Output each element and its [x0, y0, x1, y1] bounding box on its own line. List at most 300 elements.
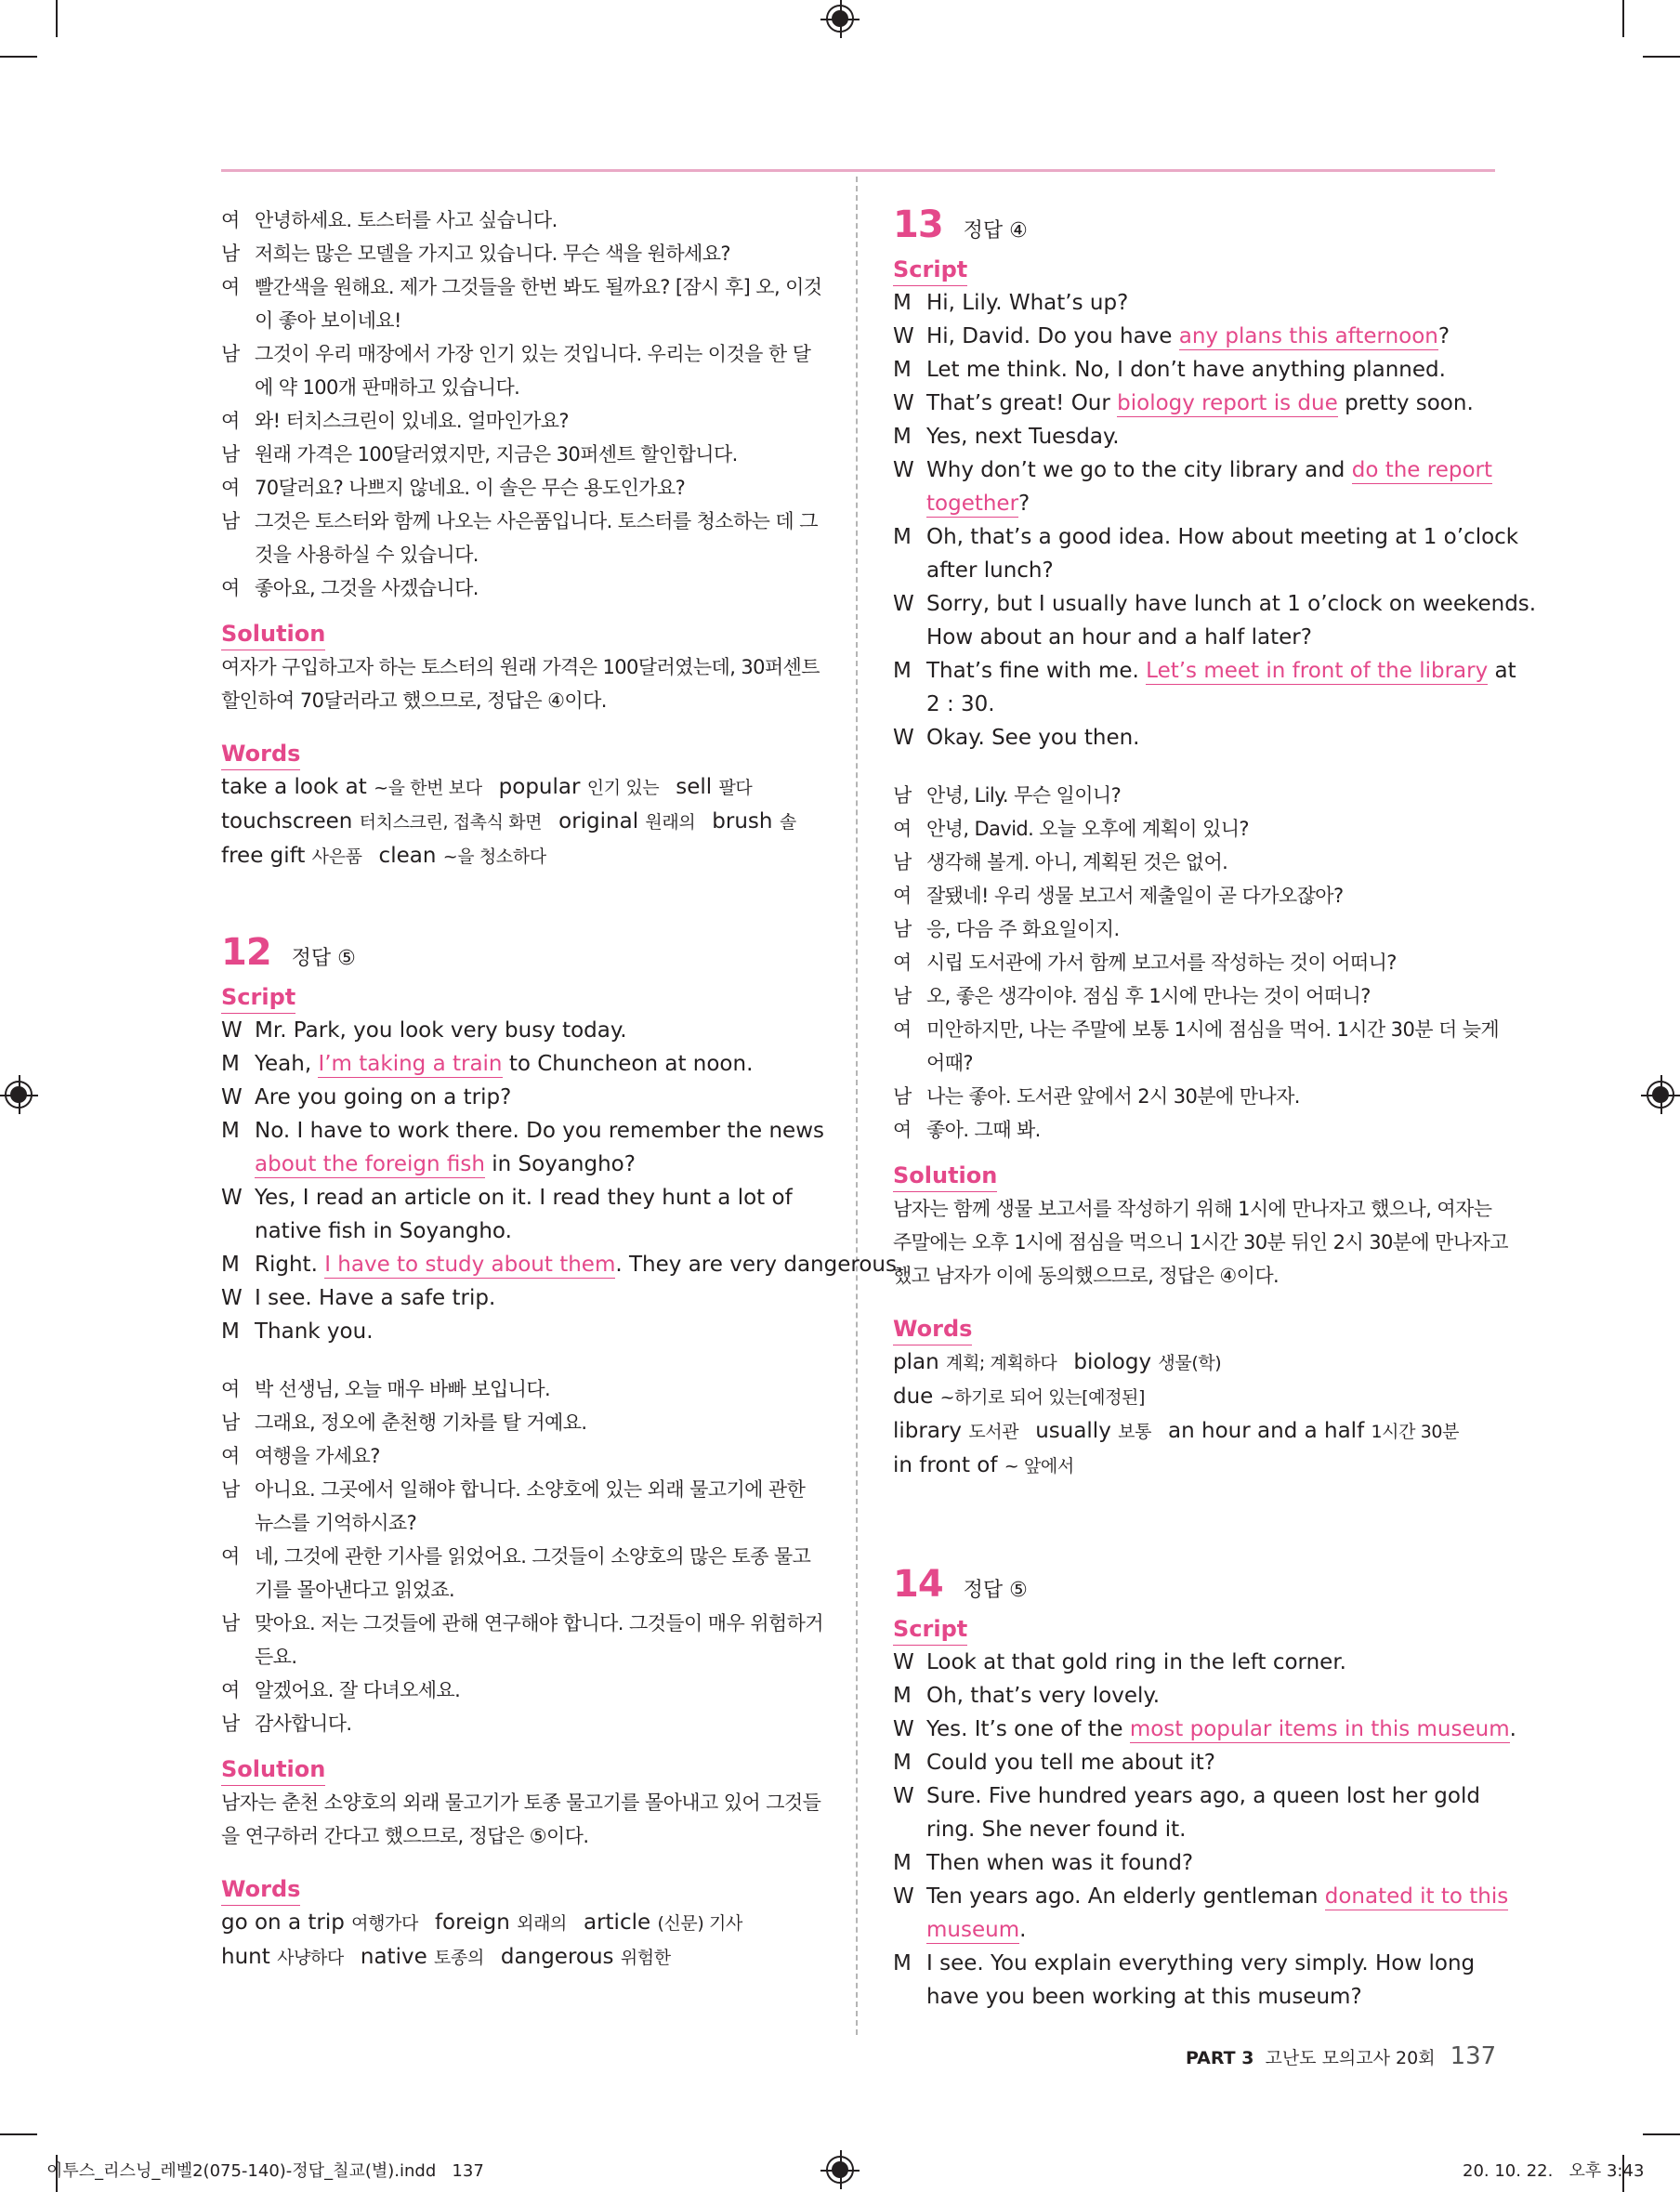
script-text: [926, 1846, 1494, 1880]
script-text: [926, 688, 1494, 721]
words-heading: Words: [221, 738, 300, 770]
word-entry: [893, 1449, 1074, 1483]
dialogue-text: 어때?: [926, 1052, 973, 1074]
script-text: [926, 453, 1494, 487]
speaker-label: 남: [221, 1478, 240, 1501]
word-en: go on a trip: [221, 1910, 352, 1935]
speaker-label: W: [893, 1717, 914, 1741]
script-line: [221, 1181, 822, 1214]
key-phrase: do the report: [1351, 458, 1493, 482]
dialogue-line: [893, 1013, 1500, 1046]
key-phrase: most popular items in this museum: [1129, 1717, 1510, 1741]
speaker-label: W: [893, 1784, 914, 1808]
script-text: [926, 520, 1518, 554]
speaker-label: M: [221, 1052, 240, 1076]
dialogue-line: [893, 879, 1494, 912]
speaker-label: W: [893, 726, 914, 750]
script-line: [893, 1646, 1494, 1679]
speaker-label: W: [221, 1286, 243, 1310]
dialogue-line: [893, 912, 1494, 946]
script-text: [926, 554, 1494, 587]
text-run: That’s fine with me.: [926, 659, 1147, 683]
speaker-label: 여: [221, 209, 240, 231]
speaker-label: 남: [221, 1612, 240, 1634]
script-text: [926, 1947, 1494, 1980]
text-run: Sure. Five hundred years ago, a queen lost her gold: [926, 1784, 1480, 1808]
text-run: How about an hour and a half later?: [926, 625, 1312, 650]
dialogue-text: 그것은 토스터와 함께 나오는 사은품입니다. 토스터를 청소하는 데 그: [255, 510, 818, 532]
speaker-label: M: [893, 358, 912, 382]
script-line: [893, 1846, 1494, 1880]
script-line: [893, 587, 1537, 621]
dialogue-text: 좋아. 그때 봐.: [926, 1119, 1041, 1141]
speaker-label: [221, 371, 255, 404]
script-text: [926, 1880, 1508, 1913]
dialogue-line: [221, 1573, 822, 1607]
script-line: [893, 621, 1494, 654]
dialogue-text: 에 약 100개 판매하고 있습니다.: [255, 376, 520, 399]
script-line: [221, 1315, 822, 1348]
key-phrase: biology report is due: [1117, 391, 1338, 415]
word-en: hunt: [221, 1945, 278, 1969]
word-entry: [379, 839, 546, 873]
word-entry: [361, 1940, 484, 1975]
word-entry: [712, 805, 795, 839]
script-text: [926, 286, 1494, 320]
script-line: [893, 320, 1494, 353]
word-kr: (신문) 기사: [657, 1913, 742, 1934]
word-entry: [221, 1906, 418, 1940]
word-kr: ~ 앞에서: [1004, 1456, 1074, 1477]
script-line: [893, 554, 1494, 587]
speaker-label: W: [221, 1018, 243, 1043]
dialogue-text: 생각해 볼게. 아니, 계획된 것은 없어.: [926, 851, 1228, 873]
word-kr: 여행가다: [351, 1913, 418, 1934]
speaker-label: 여: [893, 1119, 912, 1141]
words-heading: Words: [221, 1873, 300, 1906]
text-run: pretty soon.: [1337, 391, 1474, 415]
speaker-label: [893, 554, 926, 587]
word-entry: [893, 1380, 1145, 1414]
script-line: [221, 1148, 822, 1181]
word-en: article: [583, 1910, 658, 1935]
solution-heading: Solution: [893, 1160, 997, 1192]
dialogue-text: 안녕하세요. 토스터를 사고 싶습니다.: [255, 209, 558, 231]
text-run: ring. She never found it.: [926, 1818, 1187, 1842]
script-line: [893, 1980, 1494, 2014]
speaker-label: 여: [221, 276, 240, 298]
word-en: native: [360, 1945, 435, 1969]
word-en: usually: [1035, 1419, 1119, 1443]
dialogue-text: 와! 터치스크린이 있네요. 얼마인가요?: [255, 410, 569, 432]
text-run: Yes, next Tuesday.: [926, 425, 1120, 449]
dialogue-line: [221, 203, 822, 237]
korean-dialogue: [893, 779, 1500, 1147]
text-run: I see. You explain everything very simply. How long: [926, 1951, 1476, 1975]
dialogue-text: 안녕, David. 오늘 오후에 계획이 있니?: [926, 818, 1249, 840]
dialogue-line: [893, 812, 1494, 846]
korean-dialogue: [221, 1372, 822, 1740]
script-line: [893, 487, 1494, 520]
solution-heading: Solution: [221, 1753, 325, 1786]
question-header: [893, 1563, 1494, 1606]
dialogue-line: [221, 337, 822, 371]
speaker-label: M: [893, 525, 912, 549]
speaker-label: 여: [221, 1378, 240, 1400]
script-line: [893, 1947, 1494, 1980]
text-run: Could you tell me about it?: [926, 1751, 1215, 1775]
script-dialogue: [893, 286, 1537, 755]
script-text: [926, 1713, 1516, 1746]
word-entry: [584, 1906, 742, 1940]
speaker-label: [221, 538, 255, 571]
speaker-label: 남: [221, 443, 240, 466]
dialogue-line: [221, 270, 822, 304]
column-divider: [856, 177, 858, 2035]
dialogue-line: [221, 505, 822, 538]
words-row: [893, 1449, 1494, 1483]
speaker-label: 남: [221, 1411, 240, 1434]
speaker-label: 여: [893, 885, 912, 907]
word-kr: 외래의: [517, 1913, 567, 1934]
registration-mark-icon: [5, 1081, 33, 1109]
dialogue-text: 70달러요? 나쁘지 않네요. 이 솔은 무슨 용도인가요?: [255, 477, 686, 499]
text-run: ?: [1437, 324, 1450, 348]
text-line: 남자는 함께 생물 보고서를 작성하기 위해 1시에 만나자고 했으나, 여자는: [893, 1198, 1492, 1220]
dialogue-text: 원래 가격은 100달러였지만, 지금은 30퍼센트 할인합니다.: [255, 443, 738, 466]
dialogue-line: [221, 1540, 822, 1573]
dialogue-text: 이 좋아 보이네요!: [255, 309, 401, 332]
dialogue-line: [221, 1439, 822, 1473]
key-phrase: together: [926, 492, 1019, 516]
script-heading: Script: [893, 254, 967, 286]
text-line: 했고 남자가 이에 동의했으므로, 정답은 ④이다.: [893, 1265, 1280, 1287]
dialogue-line: [893, 846, 1494, 879]
script-dialogue: [221, 1014, 904, 1348]
speaker-label: M: [893, 1684, 912, 1708]
word-en: foreign: [434, 1910, 518, 1935]
speaker-label: [221, 1573, 255, 1607]
script-text: [255, 1214, 822, 1248]
script-text: [255, 1181, 822, 1214]
solution-heading: Solution: [221, 618, 325, 650]
script-line: [893, 1779, 1494, 1813]
text-line: 을 연구하러 간다고 했으므로, 정답은 ⑤이다.: [221, 1825, 589, 1847]
script-line: [893, 1913, 1494, 1947]
question-number: 13: [893, 203, 943, 246]
text-line: 할인하여 70달러라고 했으므로, 정답은 ④이다.: [221, 689, 607, 712]
speaker-label: [221, 1640, 255, 1674]
script-text: [255, 1315, 822, 1348]
text-run: Then when was it found?: [926, 1851, 1194, 1875]
speaker-label: M: [893, 659, 912, 683]
dialogue-text: 오, 좋은 생각이야. 점심 후 1시에 만나는 것이 어떠니?: [926, 985, 1371, 1007]
script-text: [926, 1746, 1494, 1779]
dialogue-text: 잘됐네! 우리 생물 보고서 제출일이 곧 다가오잖아?: [926, 885, 1344, 907]
dialogue-text: 여행을 가세요?: [255, 1445, 380, 1467]
dialogue-line: [893, 779, 1494, 812]
word-entry: [435, 1906, 567, 1940]
dialogue-text: 네, 그것에 관한 기사를 읽었어요. 그것들이 소양호의 많은 토종 물고: [255, 1545, 811, 1568]
word-kr: 위험한: [620, 1948, 671, 1968]
word-entry: [1073, 1345, 1221, 1380]
dialogue-text: 그래요, 정오에 춘천행 기차를 탈 거예요.: [255, 1411, 587, 1434]
speaker-label: [893, 688, 926, 721]
script-heading: Script: [221, 981, 295, 1014]
word-en: library: [893, 1419, 969, 1443]
dialogue-line: [221, 1506, 822, 1540]
words-row: [893, 1414, 1494, 1449]
text-run: . They are very dangerous.: [615, 1253, 904, 1277]
speaker-label: W: [221, 1186, 243, 1210]
script-text: [926, 1646, 1494, 1679]
script-text: [255, 1081, 822, 1114]
script-text: [926, 487, 1494, 520]
speaker-label: [893, 1813, 926, 1846]
dialogue-line: [893, 1113, 1494, 1147]
page-number: 137: [1450, 2042, 1497, 2070]
speaker-label: M: [221, 1119, 240, 1143]
dialogue-text: 시립 도서관에 가서 함께 보고서를 작성하는 것이 어떠니?: [926, 952, 1397, 974]
script-line: [893, 387, 1494, 420]
word-kr: ~을 한번 보다: [374, 778, 482, 798]
word-entry: [676, 770, 752, 805]
slug-datetime: 20. 10. 22. 오후 3:43: [1463, 2161, 1645, 2181]
text-run: in Soyangho?: [484, 1152, 636, 1176]
answer-label: 정답 ⑤: [291, 947, 356, 970]
text-line: 여자가 구입하고자 하는 토스터의 원래 가격은 100달러였는데, 30퍼센트: [221, 656, 820, 678]
script-line: [893, 721, 1494, 755]
script-line: [893, 1746, 1494, 1779]
dialogue-text: 기를 몰아낸다고 읽었죠.: [255, 1579, 455, 1601]
script-line: [893, 688, 1494, 721]
script-text: [926, 621, 1494, 654]
text-run: .: [1019, 1918, 1027, 1942]
word-entry: [893, 1414, 1018, 1449]
speaker-label: M: [893, 425, 912, 449]
script-text: [926, 587, 1536, 621]
word-en: an hour and a half: [1168, 1419, 1372, 1443]
speaker-label: [221, 1506, 255, 1540]
script-line: [221, 1014, 822, 1047]
words-heading: Words: [893, 1313, 972, 1345]
speaker-label: 여: [221, 577, 240, 599]
words-row: [221, 770, 822, 805]
script-line: [221, 1248, 904, 1281]
script-text: [926, 1813, 1494, 1846]
dialogue-line: [893, 1046, 1494, 1080]
crop-mark: [0, 56, 37, 58]
word-en: touchscreen: [221, 809, 360, 833]
script-line: [221, 1214, 822, 1248]
text-run: ?: [1018, 492, 1030, 516]
right-column: [893, 203, 1537, 2014]
speaker-label: 남: [893, 784, 912, 807]
text-run: 2 : 30.: [926, 692, 995, 716]
script-text: [926, 1913, 1494, 1947]
left-column: [221, 203, 904, 1975]
word-kr: 보통: [1118, 1422, 1152, 1442]
dialogue-line: [221, 1406, 822, 1439]
dialogue-line: [221, 1640, 822, 1674]
script-text: [926, 1679, 1494, 1713]
speaker-label: [893, 1913, 926, 1947]
speaker-label: 남: [893, 918, 912, 940]
script-text: [255, 1114, 824, 1148]
dialogue-line: [893, 979, 1494, 1013]
word-entry: [1035, 1414, 1151, 1449]
script-text: [255, 1047, 822, 1081]
word-kr: 솔: [779, 812, 796, 833]
speaker-label: 여: [221, 1679, 240, 1701]
key-phrase: I’m taking a train: [318, 1052, 503, 1076]
text-run: Yes. It’s one of the: [926, 1717, 1130, 1741]
word-entry: [221, 770, 482, 805]
speaker-label: 여: [221, 1445, 240, 1467]
speaker-label: 남: [221, 343, 240, 365]
script-line: [893, 520, 1519, 554]
text-run: .: [1509, 1717, 1516, 1741]
crop-mark: [1622, 0, 1624, 37]
word-entry: [1168, 1414, 1459, 1449]
script-text: [926, 1779, 1494, 1813]
korean-dialogue-11: [221, 203, 822, 605]
speaker-label: W: [893, 1650, 914, 1674]
part-title: 고난도 모의고사 20회: [1265, 2048, 1436, 2068]
word-entry: [221, 805, 542, 839]
word-kr: 생물(학): [1158, 1353, 1222, 1373]
dialogue-line: [221, 438, 822, 471]
script-line: [893, 286, 1494, 320]
part-label: PART 3: [1186, 2048, 1254, 2068]
key-phrase: any plans this afternoon: [1178, 324, 1438, 348]
dialogue-text: 맞아요. 저는 그것들에 관해 연구해야 합니다. 그것들이 매우 위험하거: [255, 1612, 823, 1634]
dialogue-text: 것을 사용하실 수 있습니다.: [255, 544, 479, 566]
speaker-label: M: [893, 1951, 912, 1975]
text-run: No. I have to work there. Do you remember the news: [255, 1119, 824, 1143]
script-line: [221, 1114, 822, 1148]
script-line: [893, 654, 1516, 688]
word-kr: 인기 있는: [586, 778, 660, 798]
word-entry: [499, 770, 660, 805]
speaker-label: W: [893, 592, 914, 616]
speaker-label: M: [893, 291, 912, 315]
dialogue-line: [221, 1674, 822, 1707]
dialogue-text: 응, 다음 주 화요일이지.: [926, 918, 1120, 940]
crop-mark: [0, 2133, 37, 2135]
header-rule: [221, 169, 1495, 172]
dialogue-text: 안녕, Lily. 무슨 일이니?: [926, 784, 1122, 807]
word-entry: [221, 1940, 344, 1975]
speaker-label: [221, 304, 255, 337]
dialogue-text: 아니요. 그곳에서 일해야 합니다. 소양호에 있는 외래 물고기에 관한: [255, 1478, 806, 1501]
word-en: due: [893, 1385, 940, 1409]
speaker-label: 여: [893, 1018, 912, 1041]
dialogue-line: [221, 404, 822, 438]
dialogue-text: 감사합니다.: [255, 1713, 352, 1735]
speaker-label: M: [221, 1319, 240, 1344]
word-kr: 사은품: [311, 847, 362, 867]
text-run: Yeah,: [255, 1052, 319, 1076]
script-line: [893, 453, 1494, 487]
text-run: to Chuncheon at noon.: [502, 1052, 754, 1076]
word-en: popular: [498, 775, 587, 799]
word-kr: 원래의: [645, 812, 696, 833]
word-kr: ~을 청소하다: [442, 847, 546, 867]
page-footer: [1186, 2042, 1496, 2070]
script-line: [893, 1713, 1516, 1746]
script-line: [221, 1047, 822, 1081]
word-kr: 터치스크린, 접촉식 화면: [359, 812, 543, 833]
script-line: [893, 1813, 1494, 1846]
speaker-label: [221, 1148, 255, 1181]
dialogue-line: [221, 1707, 822, 1740]
word-kr: 1시간 30분: [1371, 1422, 1460, 1442]
word-en: dangerous: [500, 1945, 621, 1969]
words-row: [221, 1940, 822, 1975]
question-header: [221, 931, 822, 974]
word-en: brush: [712, 809, 780, 833]
dialogue-line: [893, 946, 1494, 979]
word-kr: 사냥하다: [277, 1948, 344, 1968]
speaker-label: W: [893, 324, 914, 348]
word-kr: 계획; 계획하다: [945, 1353, 1057, 1373]
word-kr: 팔다: [718, 778, 753, 798]
dialogue-line: [221, 304, 822, 337]
speaker-label: 여: [221, 477, 240, 499]
words-row: [893, 1345, 1494, 1414]
speaker-label: 남: [221, 510, 240, 532]
script-text: [926, 721, 1494, 755]
text-run: Okay. See you then.: [926, 726, 1140, 750]
speaker-label: W: [893, 391, 914, 415]
file-slug: 이투스_리스닝_레벨2(075-140)-정답_칠교(별).indd 137: [46, 2161, 484, 2181]
speaker-label: 남: [893, 851, 912, 873]
text-run: Ten years ago. An elderly gentleman: [926, 1884, 1325, 1909]
key-phrase: about the foreign fish: [255, 1152, 485, 1176]
word-en: free gift: [221, 844, 312, 868]
dialogue-line: [221, 237, 822, 270]
solution-text: [221, 650, 822, 717]
text-line: 주말에는 오후 1시에 점심을 먹으니 1시간 30분 뒤인 2시 30분에 만나자고: [893, 1231, 1508, 1254]
answer-label: 정답 ④: [963, 219, 1028, 243]
speaker-label: 남: [221, 243, 240, 265]
speaker-label: 남: [221, 1713, 240, 1735]
text-run: That’s great! Our: [926, 391, 1118, 415]
words-row: [221, 1906, 822, 1940]
text-run: Sorry, but I usually have lunch at 1 o’clock on weekends.: [926, 592, 1537, 616]
text-run: Are you going on a trip?: [255, 1085, 512, 1109]
crop-mark: [1643, 56, 1680, 58]
text-run: Hi, Lily. What’s up?: [926, 291, 1129, 315]
dialogue-text: 나는 좋아. 도서관 앞에서 2시 30분에 만나자.: [926, 1085, 1300, 1108]
script-text: [926, 420, 1494, 453]
words-list: [221, 1906, 822, 1975]
script-text: [255, 1014, 822, 1047]
words-list: [893, 1345, 1494, 1483]
dialogue-text: 그것이 우리 매장에서 가장 인기 있는 것입니다. 우리는 이것을 한 달: [255, 343, 811, 365]
script-text: [926, 353, 1494, 387]
text-run: after lunch?: [926, 558, 1054, 583]
speaker-label: [893, 621, 926, 654]
words-list: [221, 770, 822, 873]
dialogue-line: [221, 371, 822, 404]
question-number: 14: [893, 1563, 943, 1606]
word-en: take a look at: [221, 775, 374, 799]
dialogue-text: 뉴스를 기억하시죠?: [255, 1512, 417, 1534]
key-phrase: museum: [926, 1918, 1020, 1942]
dialogue-line: [221, 571, 822, 605]
